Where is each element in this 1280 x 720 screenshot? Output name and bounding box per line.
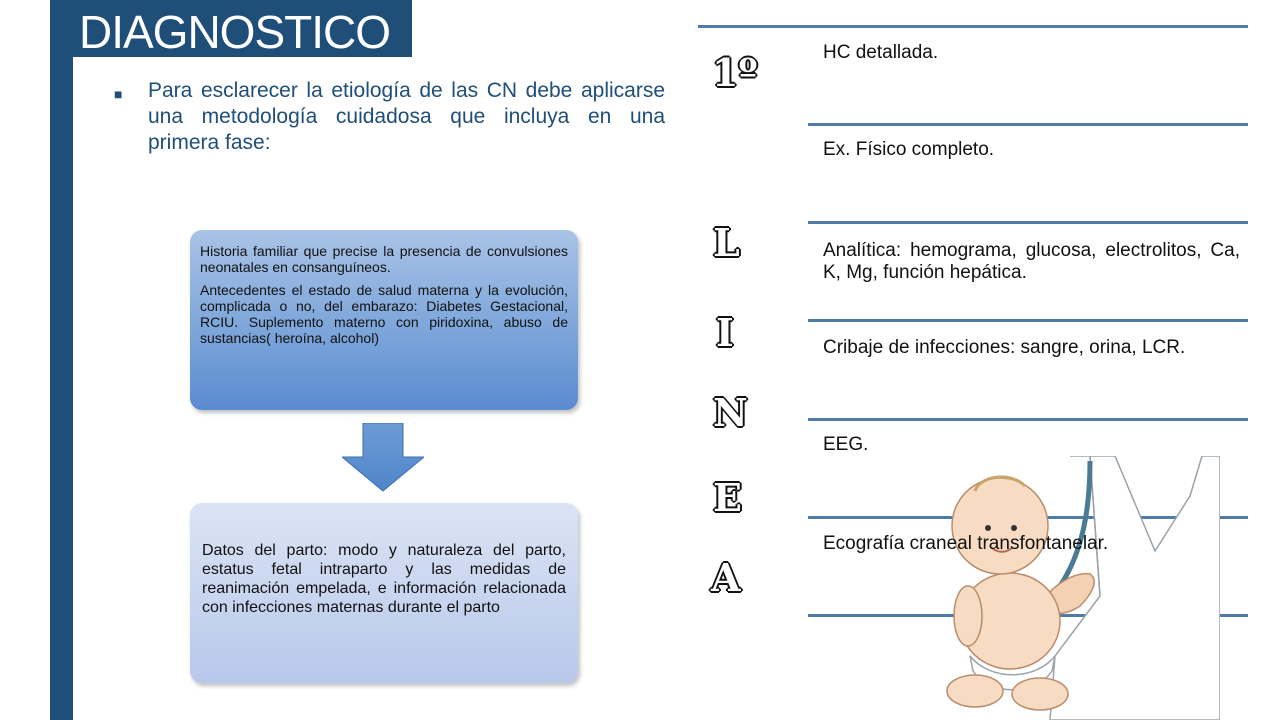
line-item-cranial-ultrasound: Ecografía craneal transfontanelar. — [823, 533, 1109, 554]
maternal-history-text: Antecedentes el estado de salud materna y la evolución, complicada o no, del embarazo: Diabetes Gestacional, RCIU. Suplemento materno con piridoxina, abuso de sustancias( heroína, alcohol) — [200, 282, 568, 346]
side-letter: L — [713, 220, 740, 265]
row-divider — [808, 418, 1248, 421]
intro-bullet — [110, 78, 665, 156]
row-divider — [808, 123, 1248, 126]
intro-text: Para esclarecer la etiología de las CN debe aplicarse una metodología cuidadosa que incluya en una primera fase: — [148, 79, 665, 154]
line-item-history: HC detallada. — [823, 42, 939, 63]
table-top-rule — [698, 25, 1248, 28]
line-item-physical-exam: Ex. Físico completo. — [823, 139, 995, 160]
left-accent-bar — [50, 0, 73, 720]
side-letter: A — [711, 555, 741, 600]
side-letter: E — [713, 475, 742, 520]
ordinal-label: 1º — [712, 50, 758, 95]
family-history-box — [190, 230, 578, 410]
delivery-data-text: Datos del parto: modo y naturaleza del parto, estatus fetal intraparto y las medidas de reanimación empelada, e información relacionada con infecciones maternas durante el parto — [202, 542, 566, 616]
line-item-eeg: EEG. — [823, 434, 869, 455]
down-arrow-icon — [342, 423, 424, 493]
row-divider — [808, 221, 1248, 224]
side-letter: I — [716, 310, 734, 355]
doctor-examining-baby-illustration — [940, 456, 1220, 720]
line-item-lab-tests: Analítica: hemograma, glucosa, electrolitos, Ca, K, Mg, función hepática. — [823, 240, 1240, 283]
row-divider — [808, 319, 1248, 322]
slide-title: DIAGNOSTICO — [73, 0, 412, 57]
delivery-data-box — [190, 503, 578, 683]
square-bullet-icon: ■ — [114, 86, 123, 102]
line-item-infection-screening: Cribaje de infecciones: sangre, orina, LCR. — [823, 337, 1186, 358]
side-letter: N — [713, 390, 748, 435]
family-history-text: Historia familiar que precise la presencia de convulsiones neonatales en consanguíneos. — [200, 243, 568, 275]
